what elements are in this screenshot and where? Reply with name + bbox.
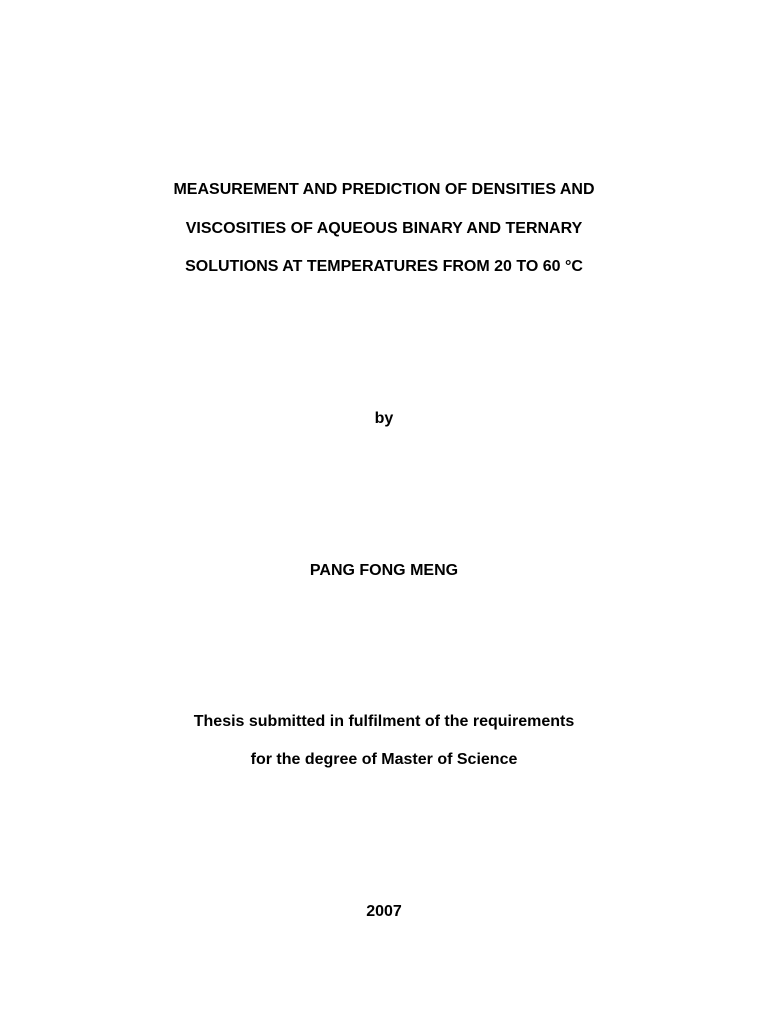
by-label: by: [374, 410, 394, 427]
thesis-title-line-1: MEASUREMENT AND PREDICTION OF DENSITIES AND: [173, 181, 595, 198]
author-name: PANG FONG MENG: [309, 562, 459, 579]
thesis-title-line-2: VISCOSITIES OF AQUEOUS BINARY AND TERNARY: [185, 220, 583, 237]
submission-statement-line-2: for the degree of Master of Science: [250, 751, 518, 768]
submission-year: 2007: [366, 903, 402, 920]
submission-statement-line-1: Thesis submitted in fulfilment of the requirements: [193, 713, 575, 730]
thesis-title-line-3: SOLUTIONS AT TEMPERATURES FROM 20 TO 60 °C: [185, 258, 583, 275]
